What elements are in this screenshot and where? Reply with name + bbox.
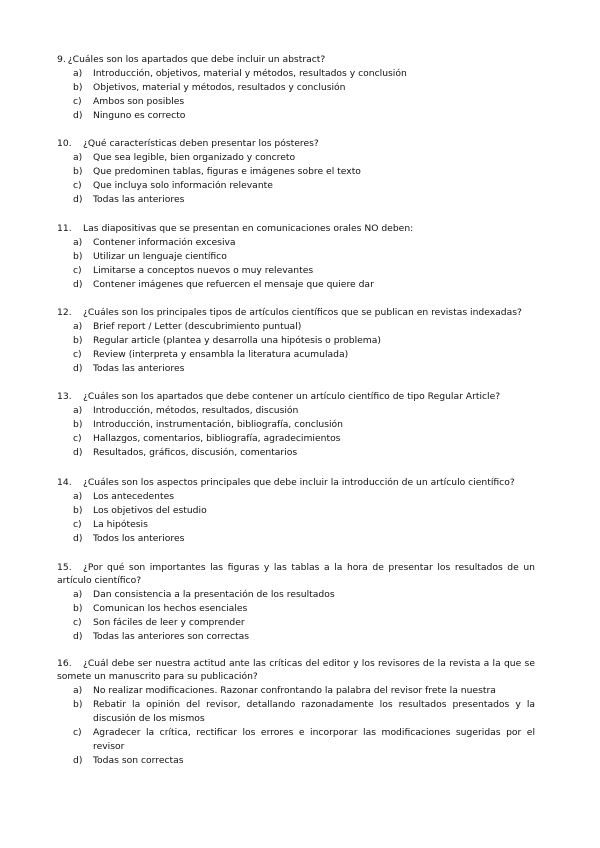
option-text: Contener imágenes que refuercen el mensaje que quiere dar xyxy=(93,278,374,290)
option-text: Son fáciles de leer y comprender xyxy=(93,616,245,628)
option-letter: d) xyxy=(73,278,83,290)
option-letter: c) xyxy=(73,179,82,191)
option-text: Los objetivos del estudio xyxy=(93,504,207,516)
options-list xyxy=(57,684,535,767)
question-stem: ¿Cuáles son los apartados que debe incluir un abstract? xyxy=(67,54,326,65)
option-text: Todas son correctas xyxy=(93,754,184,766)
question-9-text xyxy=(57,53,535,66)
option-b xyxy=(57,250,535,264)
question-14-text xyxy=(57,476,535,489)
option-text: Regular article (plantea y desarrolla una hipótesis o problema) xyxy=(93,334,381,346)
option-text: Agradecer la crítica, rectificar los errores e incorporar las modificaciones sugeridas por el revisor xyxy=(93,726,535,752)
question-number: 10. xyxy=(57,138,72,149)
option-letter: c) xyxy=(73,432,82,444)
option-text: Los antecedentes xyxy=(93,491,175,502)
option-a xyxy=(57,151,535,165)
option-text: Todos los anteriores xyxy=(93,532,185,544)
question-13 xyxy=(57,390,535,460)
option-c xyxy=(57,518,535,532)
question-stem: ¿Cuáles son los apartados que debe contener un artículo científico de tipo Regular Article? xyxy=(83,391,501,402)
option-letter: b) xyxy=(73,250,83,262)
option-letter: c) xyxy=(73,348,82,360)
option-letter: d) xyxy=(73,193,83,205)
option-letter: c) xyxy=(73,518,82,530)
question-15 xyxy=(57,561,535,644)
option-a xyxy=(57,320,535,334)
option-letter: d) xyxy=(73,630,83,642)
option-text: Todas las anteriores xyxy=(93,362,185,374)
option-text: Brief report / Letter (descubrimiento puntual) xyxy=(93,321,302,332)
option-letter: a) xyxy=(73,152,83,163)
option-d xyxy=(57,754,535,768)
question-12-text xyxy=(57,306,535,319)
question-14 xyxy=(57,476,535,546)
option-letter: d) xyxy=(73,446,83,458)
question-stem: ¿Cuáles son los aspectos principales que debe incluir la introducción de un artículo científico? xyxy=(83,477,515,488)
option-b xyxy=(57,165,535,179)
option-text: Rebatir la opinión del revisor, detallando razonadamente los resultados presentados y la discusión de los mismos xyxy=(93,698,535,724)
option-letter: b) xyxy=(73,504,83,516)
option-c xyxy=(57,726,535,754)
option-letter: c) xyxy=(73,264,82,276)
question-stem: Las diapositivas que se presentan en comunicaciones orales NO deben: xyxy=(83,223,414,234)
question-stem: ¿Cuáles son los principales tipos de artículos científicos que se publican en revistas indexadas? xyxy=(83,307,522,318)
option-text: Comunican los hechos esenciales xyxy=(93,602,248,614)
option-text: Que sea legible, bien organizado y concreto xyxy=(93,152,296,163)
option-d xyxy=(57,193,535,207)
option-c xyxy=(57,348,535,362)
option-letter: b) xyxy=(73,418,83,430)
option-a xyxy=(57,588,535,602)
option-text: No realizar modificaciones. Razonar confrontando la palabra del revisor frete la nuestra xyxy=(93,685,496,696)
option-d xyxy=(57,109,535,123)
option-c xyxy=(57,616,535,630)
option-a xyxy=(57,404,535,418)
option-text: Introducción, instrumentación, bibliografía, conclusión xyxy=(93,418,343,430)
option-letter: a) xyxy=(73,68,83,79)
option-letter: a) xyxy=(73,405,83,416)
option-b xyxy=(57,602,535,616)
option-c xyxy=(57,432,535,446)
question-11-text xyxy=(57,222,535,235)
question-stem: ¿Cuál debe ser nuestra actitud ante las críticas del editor y los revisores de la revista a la que se somete un manuscrito para su publicación? xyxy=(57,658,535,682)
option-text: Introducción, métodos, resultados, discusión xyxy=(93,405,299,416)
options-list xyxy=(57,67,535,123)
option-letter: c) xyxy=(73,95,82,107)
option-c xyxy=(57,179,535,193)
options-list xyxy=(57,588,535,644)
question-12 xyxy=(57,306,535,376)
option-text: La hipótesis xyxy=(93,518,148,530)
question-16 xyxy=(57,657,535,767)
option-text: Todas las anteriores xyxy=(93,193,185,205)
option-letter: a) xyxy=(73,237,83,248)
question-number: 16. xyxy=(57,658,72,669)
option-text: Objetivos, material y métodos, resultados y conclusión xyxy=(93,81,346,93)
question-stem: ¿Qué características deben presentar los pósteres? xyxy=(83,138,319,149)
option-a xyxy=(57,236,535,250)
options-list xyxy=(57,236,535,292)
option-text: Que predominen tablas, figuras e imágenes sobre el texto xyxy=(93,165,361,177)
option-text: Dan consistencia a la presentación de los resultados xyxy=(93,589,335,600)
option-letter: a) xyxy=(73,491,83,502)
option-d xyxy=(57,362,535,376)
option-b xyxy=(57,504,535,518)
question-number: 13. xyxy=(57,391,72,402)
options-list xyxy=(57,490,535,546)
option-text: Review (interpreta y ensambla la literatura acumulada) xyxy=(93,348,349,360)
option-text: Ambos son posibles xyxy=(93,95,185,107)
option-b xyxy=(57,418,535,432)
option-text: Resultados, gráficos, discusión, comentarios xyxy=(93,446,298,458)
option-letter: b) xyxy=(73,165,83,177)
option-text: Hallazgos, comentarios, bibliografía, agradecimientos xyxy=(93,432,341,444)
option-letter: b) xyxy=(73,698,83,710)
question-number: 11. xyxy=(57,223,72,234)
question-10-text xyxy=(57,137,535,150)
question-number: 9. xyxy=(57,54,66,65)
question-15-text xyxy=(57,561,535,587)
option-letter: d) xyxy=(73,754,83,766)
option-letter: d) xyxy=(73,109,83,121)
option-text: Utilizar un lenguaje científico xyxy=(93,250,227,262)
question-13-text xyxy=(57,390,535,403)
option-a xyxy=(57,67,535,81)
option-letter: a) xyxy=(73,589,83,600)
option-letter: b) xyxy=(73,81,83,93)
options-list xyxy=(57,320,535,376)
option-b xyxy=(57,698,535,726)
question-number: 14. xyxy=(57,477,72,488)
question-number: 12. xyxy=(57,307,72,318)
question-9 xyxy=(57,53,535,123)
option-c xyxy=(57,95,535,109)
option-letter: d) xyxy=(73,532,83,544)
question-11 xyxy=(57,222,535,292)
option-c xyxy=(57,264,535,278)
option-d xyxy=(57,446,535,460)
question-number: 15. xyxy=(57,562,72,573)
option-b xyxy=(57,81,535,95)
option-text: Que incluya solo información relevante xyxy=(93,179,273,191)
option-letter: b) xyxy=(73,334,83,346)
option-letter: b) xyxy=(73,602,83,614)
option-letter: d) xyxy=(73,362,83,374)
option-letter: c) xyxy=(73,616,82,628)
option-b xyxy=(57,334,535,348)
option-letter: a) xyxy=(73,685,83,696)
option-a xyxy=(57,684,535,698)
question-16-text xyxy=(57,657,535,683)
option-d xyxy=(57,278,535,292)
options-list xyxy=(57,404,535,460)
option-letter: c) xyxy=(73,726,82,738)
option-a xyxy=(57,490,535,504)
option-letter: a) xyxy=(73,321,83,332)
options-list xyxy=(57,151,535,207)
question-10 xyxy=(57,137,535,207)
option-text: Todas las anteriores son correctas xyxy=(93,630,250,642)
option-d xyxy=(57,532,535,546)
option-d xyxy=(57,630,535,644)
option-text: Ninguno es correcto xyxy=(93,109,186,121)
question-stem: ¿Por qué son importantes las figuras y las tablas a la hora de presentar los resultados de un artículo científico? xyxy=(57,562,535,586)
option-text: Introducción, objetivos, material y métodos, resultados y conclusión xyxy=(93,68,407,79)
option-text: Contener información excesiva xyxy=(93,237,236,248)
option-text: Limitarse a conceptos nuevos o muy relevantes xyxy=(93,264,314,276)
